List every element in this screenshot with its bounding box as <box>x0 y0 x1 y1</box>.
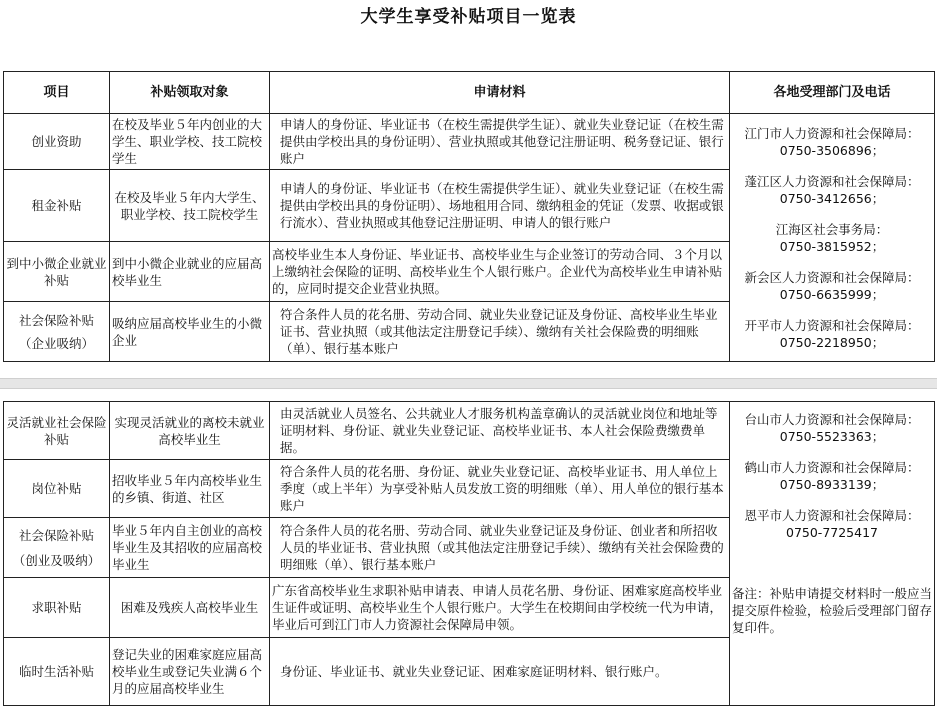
table-row <box>4 402 935 460</box>
target-cell: 登记失业的困难家庭应届高校毕业生或登记失业满６个月的应届高校毕业生 <box>110 638 270 706</box>
target-cell: 招收毕业５年内高校毕业生的乡镇、街道、社区 <box>110 460 270 518</box>
subsidy-table-1 <box>3 71 935 362</box>
item-sublabel: （企业吸纳） <box>18 335 94 351</box>
item-cell: 租金补贴 <box>4 170 110 242</box>
target-cell: 在校及毕业５年内创业的大学生、职业学校、技工院校学生 <box>110 114 270 170</box>
materials-cell: 广东省高校毕业生求职补贴申请表、申请人员花名册、身份证、困难家庭高校毕业生证件或证明、高校毕业生个人银行账户。大学生在校期间由学校统一代为申请，毕业后可到江门市人力资源社会保障局申领。 <box>270 578 730 638</box>
contact-dept: 新会区人力资源和社会保障局： <box>744 269 920 285</box>
item-cell: 创业资助 <box>4 114 110 170</box>
contact-phone: 0750-3412656； <box>779 190 885 206</box>
header-contacts: 各地受理部门及电话 <box>730 72 935 114</box>
contact-phone: 0750-3506896； <box>779 142 885 158</box>
subsidy-table-2 <box>3 401 935 706</box>
contact-phone: 0750-6635999； <box>779 286 885 302</box>
materials-cell: 由灵活就业人员签名、公共就业人才服务机构盖章确认的灵活就业岗位和地址等证明材料、身份证、就业失业登记证、高校毕业证书、本人社会保险费缴费单据。 <box>270 402 730 460</box>
contact-dept: 开平市人力资源和社会保障局： <box>744 317 920 333</box>
contact-dept: 蓬江区人力资源和社会保障局： <box>744 173 920 189</box>
header-target: 补贴领取对象 <box>110 72 270 114</box>
page-title: 大学生享受补贴项目一览表 <box>360 7 577 27</box>
item-label: 社会保险补贴 <box>18 312 94 328</box>
materials-cell: 申请人的身份证、毕业证书（在校生需提供学生证）、就业失业登记证（在校生需提供由学校出具的身份证明）、营业执照或其他登记注册证明、税务登记证、银行账户 <box>270 114 730 170</box>
contacts-cell <box>730 114 935 362</box>
table-row <box>4 114 935 170</box>
item-label: 社会保险补贴 <box>18 527 94 543</box>
item-cell: 到中小微企业就业补贴 <box>4 242 110 302</box>
contact-phone: 0750-3815952； <box>779 238 885 254</box>
item-cell <box>4 518 110 578</box>
target-cell: 吸纳应届高校毕业生的小微企业 <box>110 302 270 362</box>
materials-cell: 符合条件人员的花名册、身份证、就业失业登记证、高校毕业证书、用人单位上季度（或上半年）为享受补贴人员发放工资的明细账（单）、用人单位的银行基本账户 <box>270 460 730 518</box>
header-row <box>4 72 935 114</box>
materials-cell: 符合条件人员的花名册、劳动合同、就业失业登记证及身份证、高校毕业生毕业证书、营业执照（或其他法定注册登记手续）、缴纳有关社会保险费的明细账（单）、银行基本账户 <box>270 302 730 362</box>
contact-phone: 0750-5523363； <box>779 429 885 444</box>
section-divider <box>0 378 937 389</box>
contact-dept: 江门市人力资源和社会保障局： <box>744 125 920 141</box>
target-cell: 在校及毕业５年内大学生、职业学校、技工院校学生 <box>110 170 270 242</box>
target-cell: 实现灵活就业的离校未就业高校毕业生 <box>110 402 270 460</box>
contact-dept: 恩平市人力资源和社会保障局： <box>744 508 920 523</box>
materials-cell: 高校毕业生本人身份证、毕业证书、高校毕业生与企业签订的劳动合同、３个月以上缴纳社会保险的证明、高校毕业生个人银行账户。企业代为高校毕业生申请补贴的，应同时提交企业营业执照。 <box>270 242 730 302</box>
contact-phone: 0750-2218950； <box>779 334 885 350</box>
item-cell: 临时生活补贴 <box>4 638 110 706</box>
contact-phone: 0750-7725417 <box>786 525 878 540</box>
item-sublabel: （创业及吸纳） <box>12 552 101 568</box>
target-cell: 到中小微企业就业的应届高校毕业生 <box>110 242 270 302</box>
materials-cell: 符合条件人员的花名册、劳动合同、就业失业登记证及身份证、创业者和所招收人员的毕业证书、营业执照（或其他法定注册登记手续）、缴纳有关社会保险费的明细账（单）、银行基本账户 <box>270 518 730 578</box>
contact-dept: 鹤山市人力资源和社会保障局： <box>744 460 920 475</box>
contact-dept: 江海区社会事务局： <box>775 221 889 237</box>
contact-dept: 台山市人力资源和社会保障局： <box>744 412 920 427</box>
target-cell: 困难及残疾人高校毕业生 <box>110 578 270 638</box>
contacts-cell <box>730 402 935 706</box>
item-cell: 灵活就业社会保险补贴 <box>4 402 110 460</box>
note-text: 备注：补贴申请提交材料时一般应当提交原件检验，检验后受理部门留存复印件。 <box>732 586 933 635</box>
item-cell <box>4 302 110 362</box>
item-cell: 岗位补贴 <box>4 460 110 518</box>
materials-cell: 申请人的身份证、毕业证书（在校生需提供学生证）、就业失业登记证（在校生需提供由学校出具的身份证明）、场地租用合同、缴纳租金的凭证（发票、收据或银行流水）、营业执照或其他登记注册证明、申请人的银行账户 <box>270 170 730 242</box>
materials-cell: 身份证、毕业证书、就业失业登记证、困难家庭证明材料、银行账户。 <box>270 638 730 706</box>
header-materials: 申请材料 <box>270 72 730 114</box>
item-cell: 求职补贴 <box>4 578 110 638</box>
header-item: 项目 <box>4 72 110 114</box>
contact-phone: 0750-8933139； <box>779 477 885 492</box>
target-cell: 毕业５年内自主创业的高校毕业生及其招收的应届高校毕业生 <box>110 518 270 578</box>
